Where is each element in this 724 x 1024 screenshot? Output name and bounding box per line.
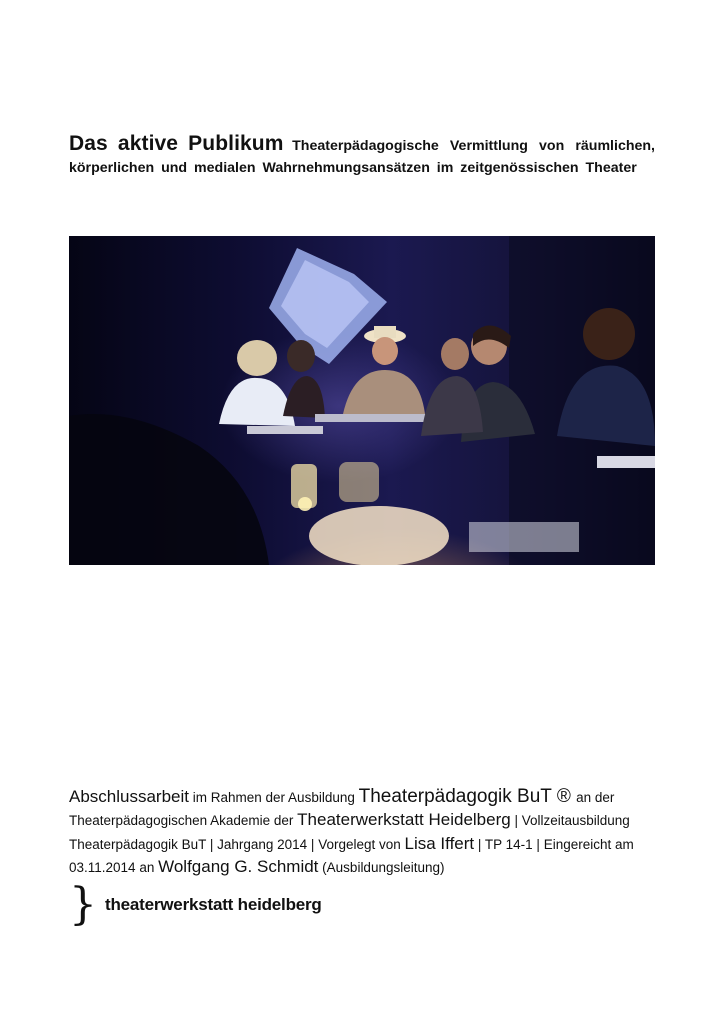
thesis-type: Abschlussarbeit xyxy=(69,787,190,806)
supervisor-name: Wolfgang G. Schmidt xyxy=(158,857,319,877)
author-name: Lisa Iffert xyxy=(404,833,475,853)
logo-wordmark: theaterwerkstatt heidelberg xyxy=(105,895,322,914)
subtitle: Theaterpädagogische Vermittlung von räumlichen, körperlichen und medialen Wahrnehmungsansätzen im zeitgenössischen Theater xyxy=(69,138,655,176)
audience-photo xyxy=(69,236,655,565)
theaterwerkstatt-logo xyxy=(69,880,322,930)
program-name: Theaterpädagogik BuT xyxy=(358,786,557,807)
thesis-info xyxy=(69,786,655,880)
institution-name: Theaterwerkstatt Heidelberg xyxy=(297,810,511,830)
text: | Vollzeitausbildung Theaterpädagogik BuT | Jahrgang 2014 | Vorgelegt von xyxy=(69,813,630,852)
title-block xyxy=(69,133,655,179)
text: (Ausbildungsleitung) xyxy=(318,860,445,876)
text: im Rahmen der Ausbildung xyxy=(189,790,359,805)
text: an der Theaterpädagogischen Akademie der xyxy=(69,790,615,829)
registered-mark: ® xyxy=(556,786,577,807)
brace-icon: } xyxy=(69,879,97,930)
text: | TP 14-1 | Eingereicht am 03.11.2014 an xyxy=(69,836,634,876)
photo-illustration xyxy=(69,236,655,565)
main-title: Das aktive Publikum xyxy=(69,132,284,155)
